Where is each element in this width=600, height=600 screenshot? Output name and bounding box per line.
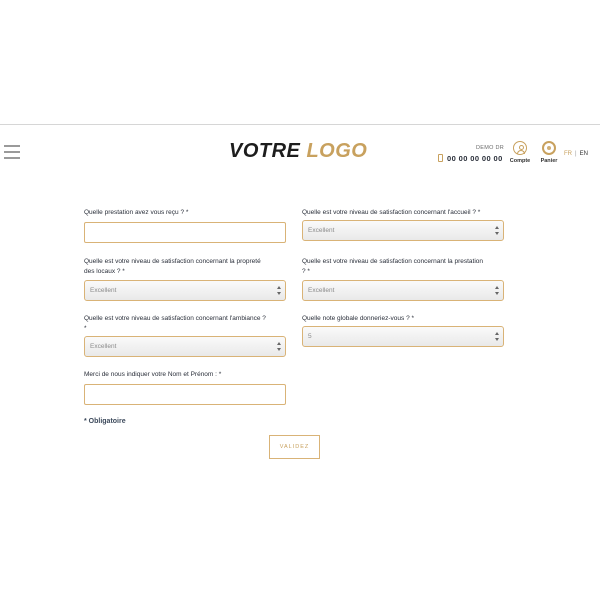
select-arrows-icon: [277, 286, 282, 296]
demo-label: DEMO DR: [476, 145, 505, 151]
logo-word-votre: VOTRE: [229, 140, 301, 162]
accueil-select-value: Excellent: [308, 227, 335, 234]
question-proprete-line2: des locaux ? *: [84, 267, 125, 275]
language-switcher: [564, 151, 588, 157]
select-arrows-icon: [495, 332, 500, 342]
logo-word-logo: LOGO: [306, 140, 368, 162]
site-logo[interactable]: [229, 140, 367, 163]
question-proprete-label: [84, 257, 261, 276]
select-arrows-icon: [495, 226, 500, 236]
question-ambiance-label: [84, 314, 266, 333]
ambiance-select-value: Excellent: [90, 343, 117, 350]
question-ambiance-line2: *: [84, 324, 87, 332]
question-prestation-sat-line2: ? *: [302, 267, 310, 275]
prestation-input[interactable]: [84, 222, 286, 243]
note-select[interactable]: [302, 326, 504, 347]
question-prestation-sat-line1: Quelle est votre niveau de satisfaction concernant la prestation: [302, 258, 484, 265]
question-note-label: Quelle note globale donneriez-vous ? *: [302, 315, 415, 322]
question-nom-label: Merci de nous indiquer votre Nom et Prénom : *: [84, 371, 222, 378]
select-arrows-icon: [495, 286, 500, 296]
question-prestation-label: Quelle prestation avez vous reçu ? *: [84, 209, 189, 216]
menu-icon[interactable]: [4, 145, 20, 159]
select-arrows-icon: [277, 342, 282, 352]
question-prestation-satisfaction-label: [302, 257, 483, 276]
question-accueil-label: Quelle est votre niveau de satisfaction concernant l'accueil ? *: [302, 209, 481, 216]
question-proprete-line1: Quelle est votre niveau de satisfaction concernant la propreté: [84, 258, 261, 265]
note-select-value: 5: [308, 333, 312, 340]
lang-en-link[interactable]: EN: [579, 151, 588, 157]
question-ambiance-line1: Quelle est votre niveau de satisfaction concernant l'ambiance ?: [84, 315, 266, 322]
proprete-select-value: Excellent: [90, 287, 117, 294]
prestation-satisfaction-select[interactable]: [302, 280, 504, 301]
accueil-select[interactable]: [302, 220, 504, 241]
header-top-border: [0, 124, 600, 125]
nom-prenom-input[interactable]: [84, 384, 286, 405]
lang-separator: |: [575, 151, 577, 157]
proprete-select[interactable]: [84, 280, 286, 301]
lang-fr-link[interactable]: FR: [564, 151, 572, 157]
account-label: Compte: [509, 158, 531, 164]
account-button[interactable]: [505, 141, 535, 164]
cart-label: Panier: [540, 158, 558, 164]
phone-contact[interactable]: [438, 153, 503, 163]
phone-icon: [438, 154, 443, 162]
required-fields-note: * Obligatoire: [84, 418, 126, 425]
ambiance-select[interactable]: [84, 336, 286, 357]
user-icon: [513, 141, 527, 155]
submit-button[interactable]: VALIDEZ: [269, 435, 320, 459]
cart-button[interactable]: [534, 141, 564, 164]
prestation-satisfaction-select-value: Excellent: [308, 287, 335, 294]
phone-number: 00 00 00 00 00: [447, 153, 503, 163]
cart-icon: [542, 141, 556, 155]
